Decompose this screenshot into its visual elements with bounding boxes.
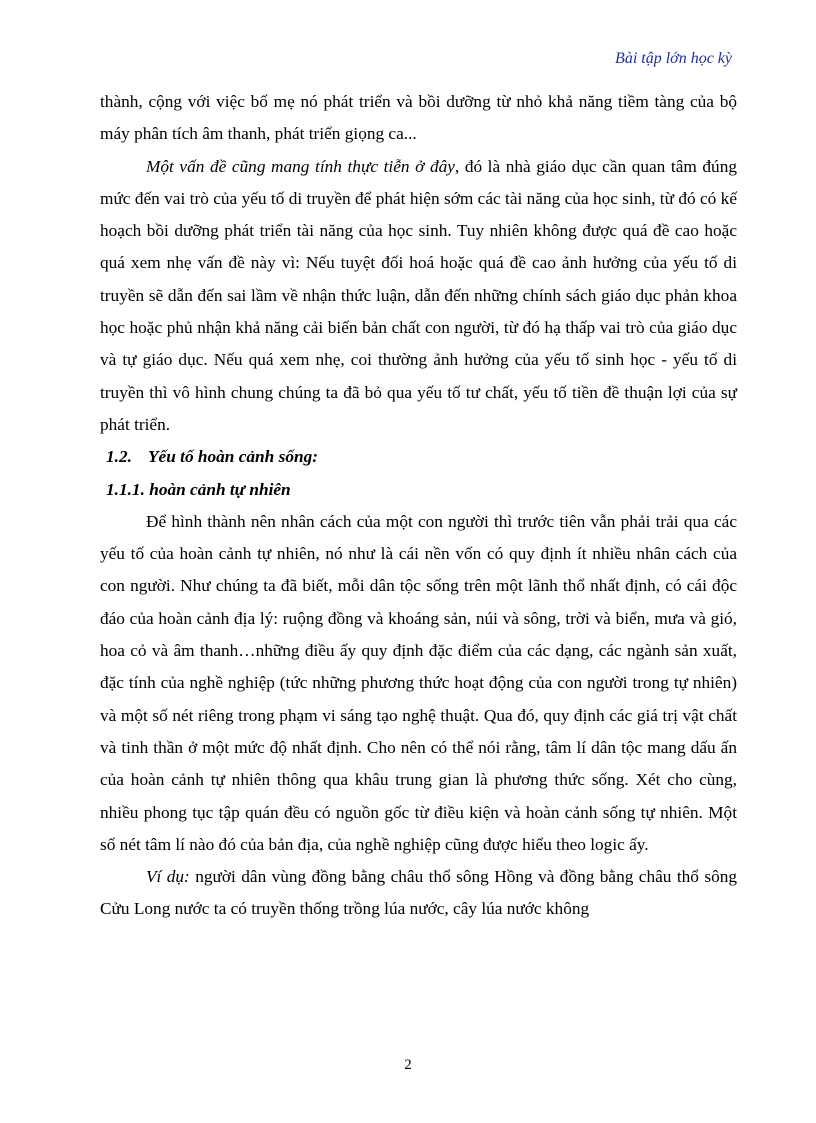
- italic-phrase: Một vấn đề cũng mang tính thực tiễn ở đây: [146, 156, 455, 176]
- subsection-heading: 1.1.1. hoàn cảnh tự nhiên: [106, 479, 291, 499]
- section-heading: [100, 441, 737, 473]
- section-title: Yếu tố hoàn cảnh sống:: [148, 447, 318, 467]
- paragraph: Để hình thành nên nhân cách của một con người thì trước tiên vẫn phải trải qua các yếu tố của hoàn cảnh tự nhiên, nó như là cái nền vốn có quy định ít nhiều nhân cách của con người. Như chúng ta đã biết, mỗi dân tộc sống trên một lãnh thổ nhất định, có cái độc đáo của hoàn cảnh địa lý: ruộng đồng và khoáng sản, núi và sông, trời và biển, mưa và gió, hoa cỏ và âm thanh…những điều ấy quy định đặc điểm của các dạng, các ngành sản xuất, đặc tính của nghề nghiệp (tức những phương thức hoạt động của con người trong tự nhiên) và một số nét riêng trong phạm vi sáng tạo nghệ thuật. Qua đó, quy định các giá trị vật chất và tinh thần ở một mức độ nhất định. Cho nên có thể nói rằng, tâm lí dân tộc mang dấu ấn của hoàn cảnh tự nhiên thông qua khâu trung gian là phương thức sống. Xét cho cùng, nhiều phong tục tập quán đều có nguồn gốc từ điều kiện và hoàn cảnh sống tự nhiên. Một số nét tâm lí nào đó của bản địa, của nghề nghiệp cũng được hiểu theo logic ấy.: [100, 511, 737, 854]
- paragraph: thành, cộng với việc bố mẹ nó phát triển và bồi dưỡng từ nhỏ khả năng tiềm tàng của bộ máy phân tích âm thanh, phát triển giọng ca...: [100, 92, 737, 144]
- running-header: Bài tập lớn học kỳ: [615, 50, 732, 67]
- paragraph-text: , đó là nhà giáo dục cần quan tâm đúng mức đến vai trò của yếu tố di truyền để phát hiện sớm các tài năng của học sinh, từ đó có kế hoạch bồi dưỡng phát triển tài năng của học sinh. Tuy nhiên không được quá đề cao hoặc quá xem nhẹ vấn đề này vì: Nếu tuyệt đối hoá hoặc quá đề cao ảnh hưởng của yếu tố di truyền sẽ dẫn đến sai lầm về nhận thức luận, dẫn đến những chính sách giáo dục phản khoa học hoặc phủ nhận khả năng cải biến bản chất con người, từ đó hạ thấp vai trò của giáo dục và tự giáo dục. Nếu quá xem nhẹ, coi thường ảnh hưởng của yếu tố sinh học - yếu tố di truyền thì vô hình chung chúng ta đã bỏ qua yếu tố tư chất, yếu tố tiền đề thuận lợi của sự phát triển.: [100, 156, 737, 434]
- paragraph: [100, 151, 737, 442]
- page-number: 2: [404, 1057, 412, 1073]
- section-number: 1.2.: [106, 447, 132, 467]
- page-body: [100, 86, 737, 926]
- paragraph: [100, 861, 737, 926]
- example-label: Ví dụ:: [146, 867, 190, 887]
- paragraph-text: người dân vùng đồng bằng châu thổ sông Hồng và đồng bằng châu thổ sông Cửu Long nước ta có truyền thống trồng lúa nước, cây lúa nước không: [100, 867, 737, 919]
